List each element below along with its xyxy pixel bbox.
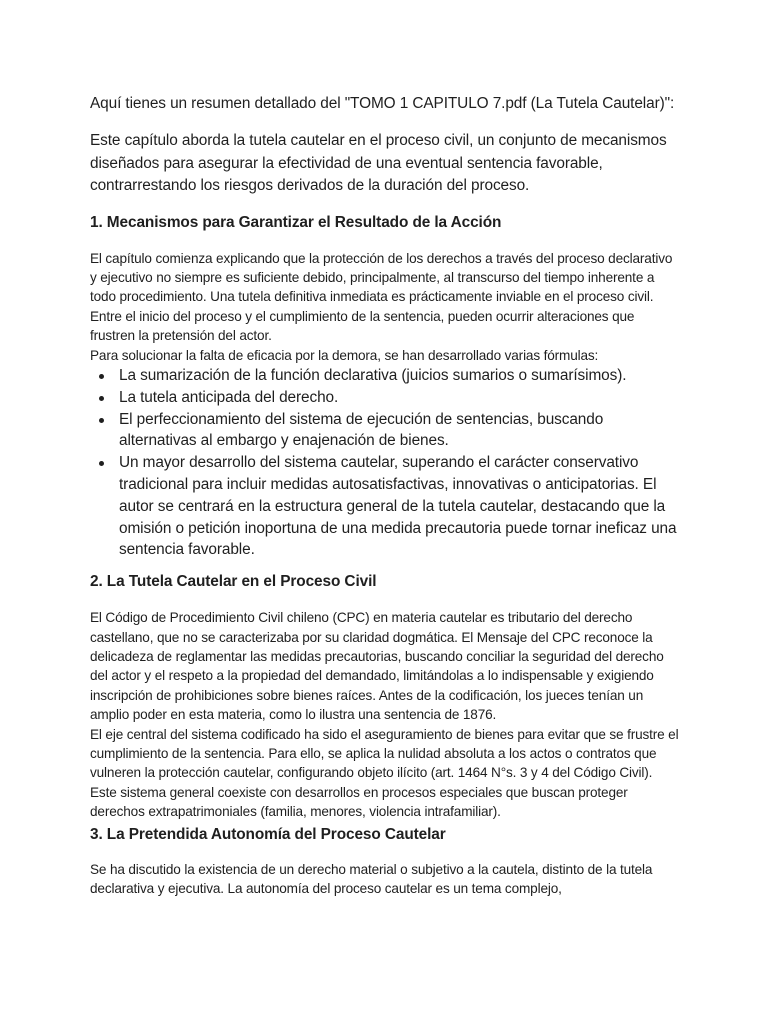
bullet-item	[90, 387, 680, 409]
bullet-item	[90, 452, 680, 561]
section-1-paragraph: Para solucionar la falta de eficacia por la demora, se han desarrollado varias fórmulas:	[90, 347, 599, 363]
section-2-paragraph: Este sistema general coexiste con desarrollos en procesos especiales que buscan proteger derechos extrapatrimoniales (familia, menores, violencia intrafamiliar).	[90, 784, 628, 820]
bullet-dot-icon	[99, 418, 104, 423]
bullet-dot-icon	[99, 374, 104, 379]
section-1-bullet-list	[90, 365, 680, 561]
bullet-dot-icon	[99, 396, 104, 401]
bullet-text: La sumarización de la función declarativa (juicios sumarios o sumarísimos).	[119, 366, 627, 384]
intro-line: Aquí tienes un resumen detallado del "TOMO 1 CAPITULO 7.pdf (La Tutela Cautelar)":	[90, 95, 675, 112]
bullet-item	[90, 409, 680, 453]
bullet-text: La tutela anticipada del derecho.	[119, 388, 339, 406]
bullet-text: El perfeccionamiento del sistema de ejecución de sentencias, buscando alternativas al embargo y enajenación de bienes.	[119, 410, 604, 450]
section-2-paragraph: El eje central del sistema codificado ha sido el aseguramiento de bienes para evitar que se frustre el cumplimiento de la sentencia. Para ello, se aplica la nulidad absoluta a los actos o contratos que vulneren la protección cautelar, configurando objeto ilícito (art. 1464 N°s. 3 y 4 del Código Civil).	[90, 726, 679, 781]
document-page	[90, 93, 680, 898]
section-3-paragraph: Se ha discutido la existencia de un derecho material o subjetivo a la cautela, distinto de la tutela declarativa y ejecutiva. La autonomía del proceso cautelar es un tema complejo,	[90, 861, 653, 896]
bullet-item	[90, 365, 680, 387]
bullet-dot-icon	[99, 461, 104, 466]
section-2-heading: 2. La Tutela Cautelar en el Proceso Civil	[90, 573, 377, 591]
section-3-heading: 3. La Pretendida Autonomía del Proceso Cautelar	[90, 825, 446, 843]
lead-paragraph: Este capítulo aborda la tutela cautelar en el proceso civil, un conjunto de mecanismos diseñados para asegurar la efectividad de una eventual sentencia favorable, contrarrestando los riesgos derivados de la duración del proceso.	[90, 132, 667, 194]
section-1-paragraph: El capítulo comienza explicando que la protección de los derechos a través del proceso declarativo y ejecutivo no siempre es suficiente debido, principalmente, al transcurso del tiempo inherente a todo procedimiento. Una tutela definitiva inmediata es prácticamente inviable en el proceso civil. Entre el inicio del proceso y el cumplimiento de la sentencia, pueden ocurrir alteraciones que frustren la pretensión del actor.	[90, 250, 673, 344]
section-2-paragraph: El Código de Procedimiento Civil chileno (CPC) en materia cautelar es tributario del derecho castellano, que no se caracterizaba por su claridad dogmática. El Mensaje del CPC reconoce la delicadeza de reglamentar las medidas precautorias, buscando conciliar la seguridad del derecho del actor y el respeto a la propiedad del demandado, limitándolas a lo indispensable y exigiendo inscripción de prohibiciones sobre bienes raíces. Antes de la codificación, los jueces tenían un amplio poder en esta materia, como lo ilustra una sentencia de 1876.	[90, 610, 664, 723]
section-1-heading: 1. Mecanismos para Garantizar el Resultado de la Acción	[90, 213, 502, 231]
bullet-text: Un mayor desarrollo del sistema cautelar, superando el carácter conservativo tradicional para incluir medidas autosatisfactivas, innovativas o anticipatorias. El autor se centrará en la estructura general de la tutela cautelar, destacando que la omisión o petición inoportuna de una medida precautoria puede tornar ineficaz una sentencia favorable.	[119, 454, 677, 559]
